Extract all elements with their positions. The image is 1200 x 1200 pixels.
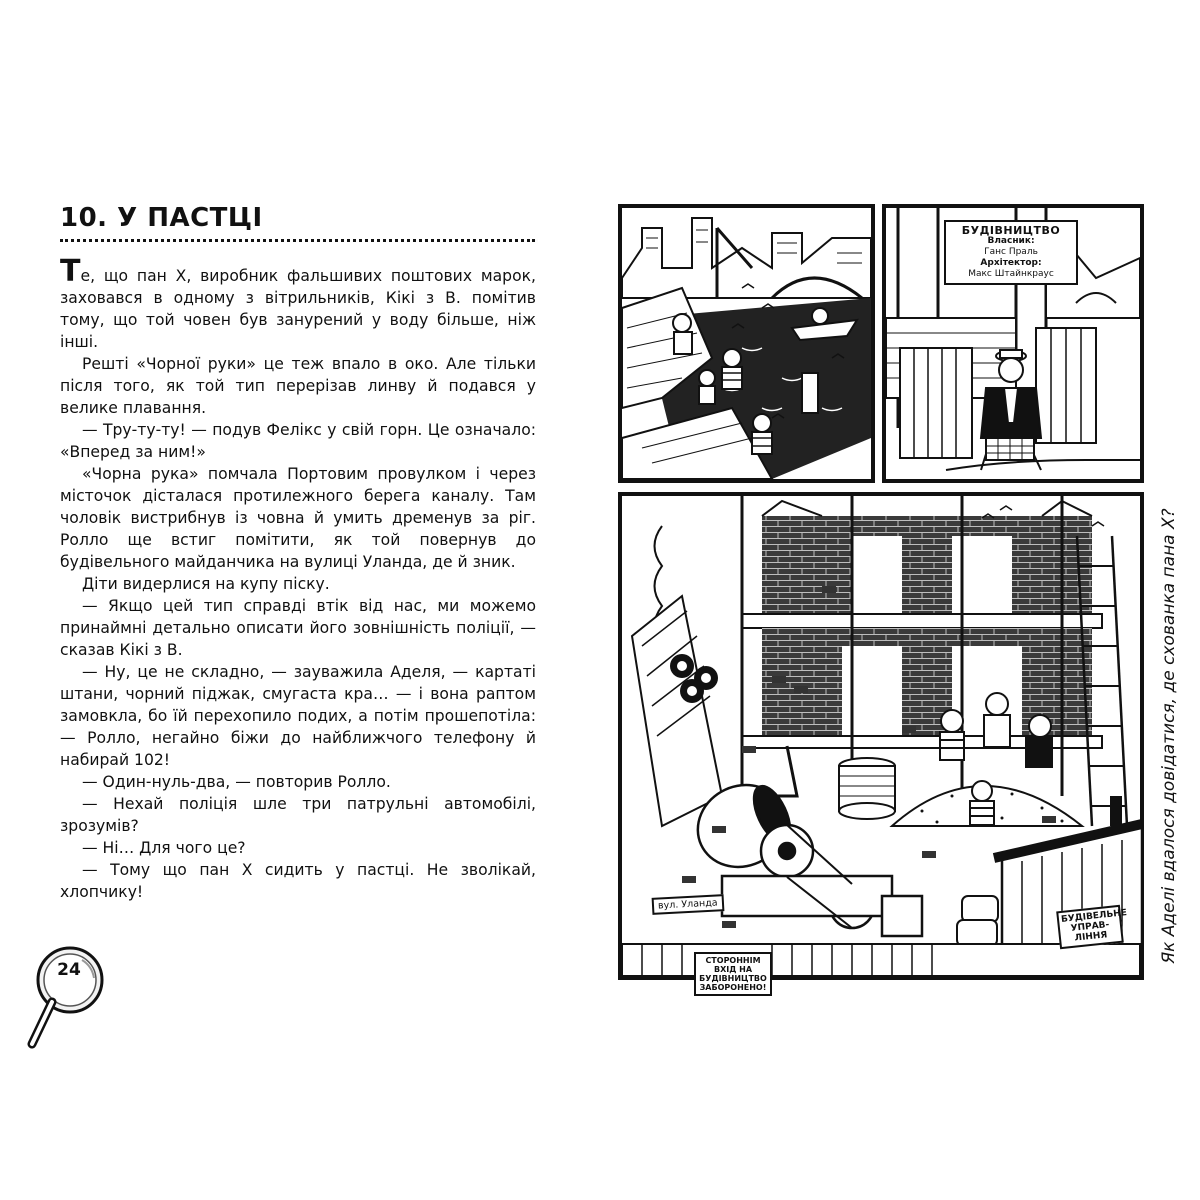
story-paragraph: — Один-нуль-два, — повторив Ролло. (82, 773, 391, 791)
story-paragraph: Те, що пан Х, виробник фальшивих поштових марок, заховався в одному з вітрильників, Кікі з В. помітив тому, що той човен був занурений у воду більше, ніж інші. (60, 254, 536, 351)
puzzle-question-text: Як Аделі вдалося довідатися, де схованка пана Х? (1159, 508, 1179, 964)
site-office-sign: БУДІВЕЛЬНЕ УПРАВ-ЛІННЯ (1056, 905, 1124, 949)
no-entry-sign: СТОРОННІМ ВХІД НА БУДІВНИЦТВО ЗАБОРОНЕНО! (694, 952, 772, 996)
drop-cap: Т (60, 254, 81, 289)
story-paragraph: — Ні… Для чого це? (82, 839, 246, 857)
story-paragraph: — Тому що пан Х сидить у пастці. Не зволікай, хлопчику! (60, 861, 536, 901)
chapter-title: 10. У ПАСТЦІ (60, 203, 263, 233)
canal-scene-illustration (622, 208, 871, 479)
magnifier-icon (22, 940, 118, 1060)
story-paragraph: — Якщо цей тип справді втік від нас, ми можемо принаймні детально описати його зовнішність поліції, — сказав Кікі з В. (60, 597, 536, 659)
comic-panel-construction-site (618, 492, 1144, 992)
story-paragraph: — Ну, це не складно, — зауважила Аделя, — картаті штани, чорний піджак, смугаста кра… — і вона раптом замовкла, бо їй перехопило подих, а потім прошепотіла: — Ролло, негайно біжи до найближчого телефону й набирай 102! (60, 663, 536, 769)
comic-panel-canal (618, 204, 875, 483)
page-number: 24 (57, 960, 81, 980)
story-paragraph: Решті «Чорної руки» це теж впало в око. Але тільки після того, як той тип перерізав линву й подався у велике плавання. (60, 355, 536, 417)
story-paragraph: — Нехай поліція шле три патрульні автомобілі, зрозумів? (60, 795, 536, 835)
comic-panel-site-gate (882, 204, 1144, 483)
story-paragraph: Діти видерлися на купу піску. (82, 575, 330, 593)
story-paragraph: — Тру-ту-ту! — подув Фелікс у свій горн. Це означало: «Вперед за ним!» (60, 421, 536, 461)
story-paragraph: «Чорна рука» помчала Портовим провулком і через місточок дісталася протилежного берега каналу. Там чоловік вистрибнув із човна й умить дременув за ріг. Ролло ще встиг помітити, як той повернув до будівельного майданчика на вулиці Уланда, де й зник. (60, 465, 536, 571)
construction-sign: БУДІВНИЦТВО Власник: Ганс Праль Архітектор: Макс Штайнкраус (944, 220, 1078, 285)
title-divider (60, 239, 535, 242)
street-sign: вул. Уланда (652, 894, 724, 915)
puzzle-question (1145, 492, 1193, 980)
story-text (60, 254, 536, 903)
